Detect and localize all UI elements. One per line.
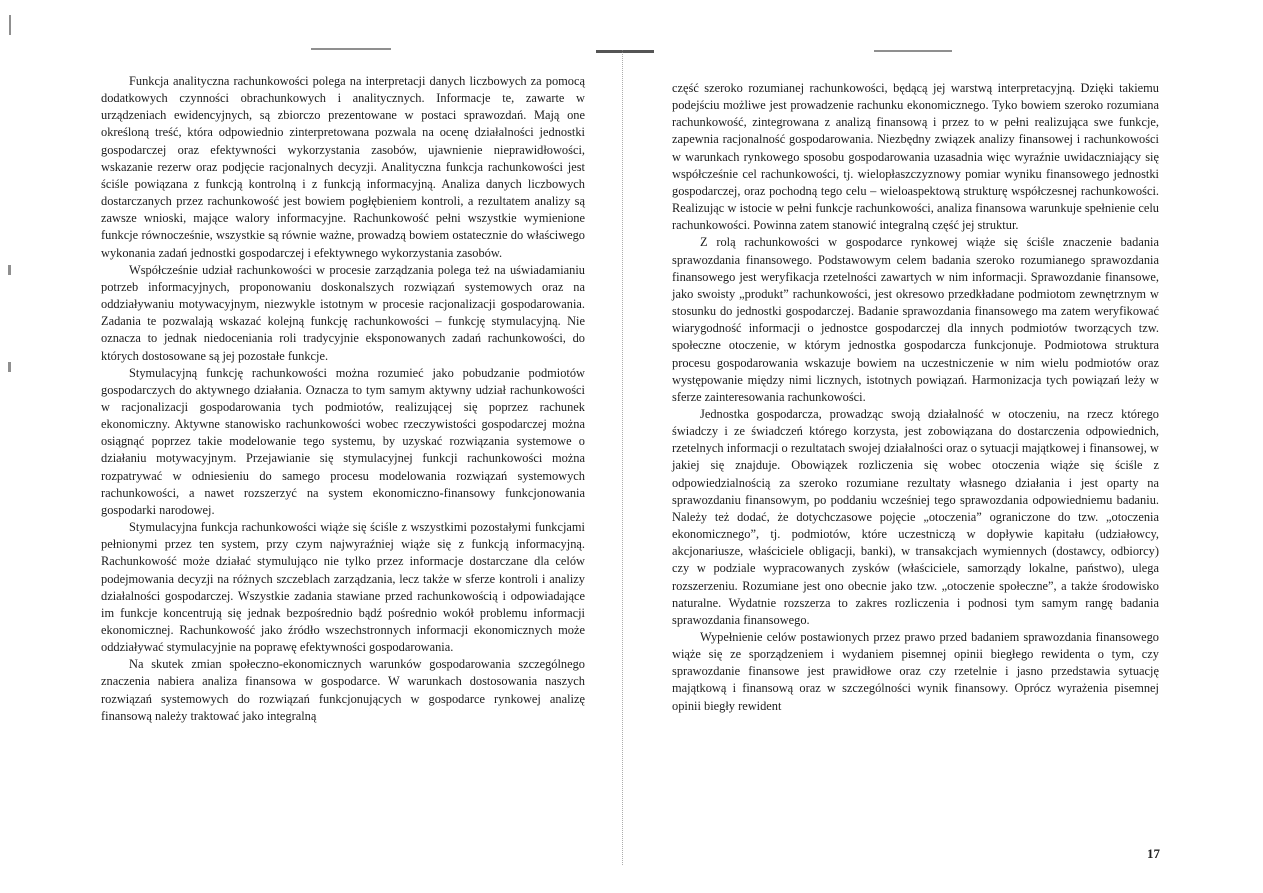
paragraph: Stymulacyjną funkcję rachunkowości można rozumieć jako pobudzanie podmiotów gospodarczych do aktywnego działania. Oznacza to tym samym aktywny udział rachunkowości w racjonalizacji gospodarowania tych podmiotów, realizującej się poprzez rachunek ekonomiczny. Aktywne stanowisko rachunkowości wobec rzeczywistości gospodarczej można osiągnąć poprzez takie modelowanie tego systemu, by uzyskać rozwiązania systemowe o działaniu motywacyjnym. Przejawianie się stymulacyjnej funkcji rachunkowości można rozpatrywać w odniesieniu do samego procesu modelowania rozwiązań systemowych rachunkowości, a nawet rozszerzyć na system ekonomiczno-finansowy funkcjonowania gospodarki narodowej.	[101, 365, 585, 517]
paragraph: Z rolą rachunkowości w gospodarce rynkowej wiąże się ściśle znaczenie badania sprawozdania finansowego. Podstawowym celem badania szeroko rozumianego sprawozdania finansowego jest weryfikacja rzetelności zawartych w nim informacji. Sprawozdanie finansowe, jako swoisty „produkt” rachunkowości, jest okresowo przedkładane podmiotom zewnętrznym w stosunku do jednostki gospodarczej. Badanie sprawozdania finansowego ma zatem weryfikować wiarygodność informacji o jednostce gospodarczej dla innych podmiotów tworzących tzw. społeczne otoczenie, w którym jednostka gospodarcza funkcjonuje. Podmiotowa struktura procesu gospodarowania wskazuje bowiem na uczestniczenie w nim wielu podmiotów oraz występowanie między nimi licznych, istotnych powiązań. Harmonizacja tych powiązań leży w sferze zainteresowania rachunkowości.	[672, 235, 1159, 404]
paragraph: Funkcja analityczna rachunkowości polega na interpretacji danych liczbowych za pomocą dodatkowych czynności obrachunkowych i analitycznych. Informacje te, zawarte w urządzeniach ewidencyjnych, są zbiorczo prezentowane w postaci sprawozdań. Mają one określoną treść, która odpowiednio zinterpretowana pozwala na ocenę działalności jednostki gospodarczej oraz efektywności wykorzystania zasobów, ujawnienie nieprawidłowości, wskazanie rezerw oraz podjęcie racjonalnych decyzji. Analityczna funkcja rachunkowości jest ściśle powiązana z funkcją kontrolną i z funkcją informacyjną. Analiza danych liczbowych dostarczanych przez rachunkowość jest bowiem pogłębieniem kontroli, a rezultatem analizy są zawsze wnioski, mające walory informacyjne. Rachunkowość pełni wszystkie wymienione funkcje równocześnie, wszystkie są równie ważne, prowadzą bowiem ostatecznie do właściwego wykonania zadań jednostki gospodarczej i efektywnego wykorzystania zasobów.	[101, 74, 585, 260]
paragraph: Współcześnie udział rachunkowości w procesie zarządzania polega też na uświadamianiu potrzeb informacyjnych, proponowaniu doskonalszych rozwiązań systemowych oraz na oddziaływaniu motywacyjnym, niezwykle istotnym w procesie racjonalizacji gospodarowania. Zadania te pozwalają wskazać kolejną funkcję rachunkowości – funkcję stymulacyjną. Nie oznacza to jednak niedoceniania roli tradycyjnie eksponowanych zadań rachunkowości, do których dostosowane są jej pozostałe funkcje.	[101, 262, 585, 363]
page-number: 17	[1147, 846, 1160, 861]
running-header-right	[874, 50, 952, 52]
running-header-left	[311, 48, 391, 50]
page-gutter	[622, 50, 639, 865]
scan-artifact-left-edge-3	[8, 362, 11, 372]
left-page	[101, 73, 585, 725]
right-page	[672, 80, 1159, 715]
scan-artifact-left-edge-2	[8, 265, 11, 275]
paragraph: Jednostka gospodarcza, prowadząc swoją działalność w otoczeniu, na rzecz którego świadczy i ze świadczeń którego korzysta, jest zobowiązana do dostarczenia odpowiednich, rzetelnych informacji o rezultatach swojej działalności oraz o sytuacji majątkowej i finansowej, w jakiej się znajduje. Obowiązek rozliczenia się wobec otoczenia wiąże się ściśle z odpowiedzialnością za szeroko rozumiane rezultaty własnego działania i jest oparty na sprawozdaniu finansowym, po poddaniu wcześniej tego sprawozdania odpowiedniemu badaniu. Należy też dodać, że dotychczasowe pojęcie „otoczenia” ograniczone do tzw. „otoczenia ekonomicznego”, tj. podmiotów, które uczestniczą w dopływie kapitału (udziałowcy, akcjonariusze, właściciele obligacji, banki), w transakcjach wymiennych (dostawcy, odbiorcy) czy w podziale wypracowanych zysków (właściciele, samorządy lokalne, państwo), ulega rozszerzeniu. Rozumiane jest ono obecnie jako tzw. „otoczenie społeczne”, a także środowisko naturalne. Wydatnie rozszerza to zakres rozliczenia i podnosi tym samym rangę badania sprawozdania finansowego.	[672, 406, 1159, 627]
paragraph: Stymulacyjna funkcja rachunkowości wiąże się ściśle z wszystkimi pozostałymi funkcjami pełnionymi przez ten system, przy czym najwyraźniej wiąże się z funkcją informacyjną. Rachunkowość może działać stymulująco nie tylko przez informacje dostarczane dla celów podejmowania decyzji na różnych szczeblach zarządzania, lecz także w sferze kontroli i analizy działalności gospodarczej. Wszystkie zadania stawiane przed rachunkowością i odpowiadające im funkcje koncentrują się jednak bezpośrednio bądź pośrednio wokół problemu informacji ekonomicznej. Rachunkowość jako źródło wszechstronnych informacji ekonomicznych może oddziaływać stymulacyjnie na poprawę efektywności gospodarowania.	[101, 520, 585, 655]
paragraph: Na skutek zmian społeczno-ekonomicznych warunków gospodarowania szczególnego znaczenia nabiera analiza finansowa w gospodarce. W warunkach dostosowania naszych rozwiązań systemowych do rozwiązań funkcjonujących w gospodarce rynkowej analizę finansową należy traktować jako integralną	[101, 657, 585, 723]
paragraph: Wypełnienie celów postawionych przez prawo przed badaniem sprawozdania finansowego wiąże się ze sporządzeniem i wydaniem pisemnej opinii biegłego rewidenta o tym, czy sprawozdanie finansowe jest prawidłowe oraz czy rzetelnie i jasno przedstawia sytuację majątkową i finansową oraz w szczególności wynik finansowy. Oprócz wyrażenia pisemnej opinii biegły rewident	[672, 630, 1159, 713]
scan-artifact-left-edge	[9, 15, 11, 35]
paragraph: część szeroko rozumianej rachunkowości, będącą jej warstwą interpretacyjną. Dzięki takiemu podejściu możliwe jest prowadzenie rachunku ekonomicznego. Tyko bowiem szeroko rozumiana rachunkowość, zintegrowana z analizą finansową i przez to w pełni realizująca swe funkcje, zapewnia racjonalność gospodarowania. Niezbędny związek analizy finansowej i rachunkowości w warunkach rynkowego sposobu gospodarowania uzasadnia więc wyraźnie uwidaczniający się współcześnie cel rachunkowości, tj. wielopłaszczyznowy pomiar wyniku finansowego jednostki gospodarczej, oraz pochodną tego celu – wieloaspektową strukturę współczesnej rachunkowości. Realizując w istocie w pełni funkcje rachunkowości, analiza finansowa warunkuje spełnienie celu rachunkowości. Powinna zatem stanowić integralną część jej struktur.	[672, 81, 1159, 233]
